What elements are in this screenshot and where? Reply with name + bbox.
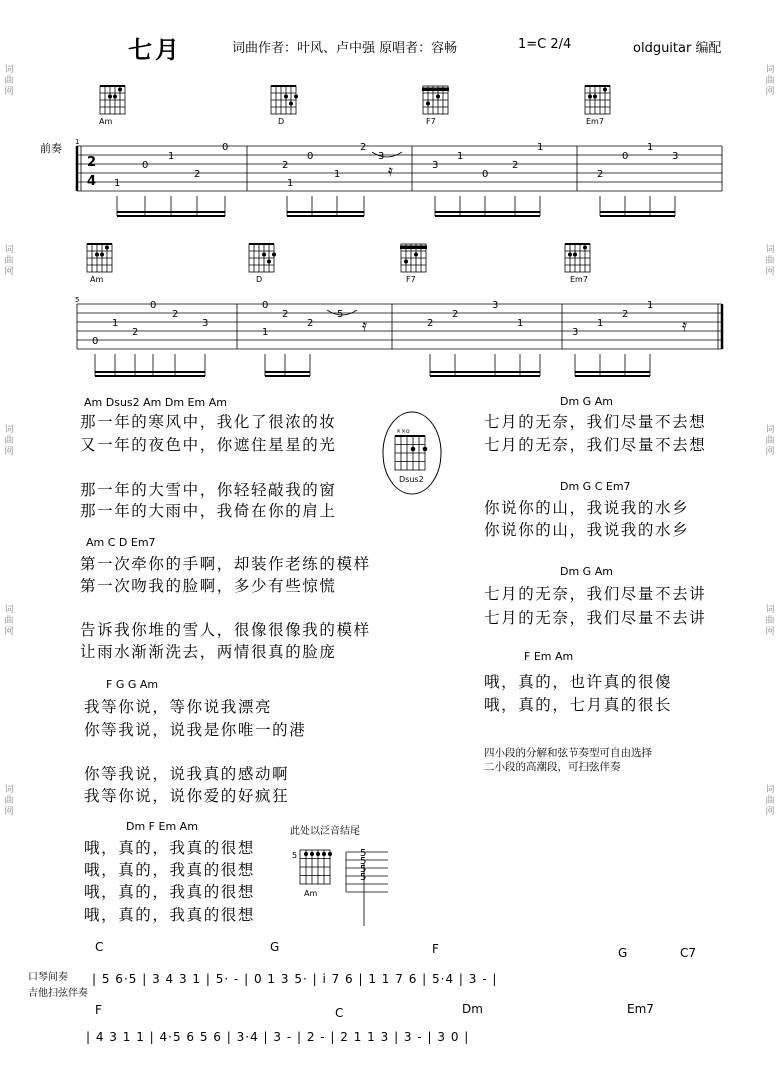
chord-line: F Em Am	[524, 650, 574, 663]
svg-text:2: 2	[307, 318, 314, 329]
chord-diagram-em7-1	[580, 78, 620, 128]
chord-name: D	[256, 275, 263, 284]
svg-text:××o: ××o	[396, 428, 410, 435]
outro-chord: Em7	[627, 1002, 654, 1016]
lyric-line: 哦，真的，我真的很想	[84, 839, 256, 857]
svg-text:3: 3	[432, 160, 439, 171]
watermark-left-4: 词曲网	[4, 605, 14, 637]
watermark-right-2: 词曲网	[765, 245, 775, 277]
svg-text:0: 0	[222, 142, 229, 153]
svg-text:0: 0	[150, 300, 157, 311]
lyric-line: 哦，真的，我真的很想	[84, 906, 256, 924]
lyric-line: 我等你说，说你爱的好疯狂	[84, 787, 290, 805]
tab-staff-1	[72, 138, 732, 220]
svg-text:2: 2	[87, 155, 97, 170]
svg-text:2: 2	[132, 327, 139, 338]
song-title: 七月	[128, 36, 182, 64]
lyric-line: 哦，真的，我真的很想	[84, 861, 256, 879]
lyric-line: 七月的无奈，我们尽量不去讲	[484, 585, 707, 603]
outro-label-harmonica: 口琴间奏	[28, 972, 68, 983]
ending-harmonic-diagram	[288, 840, 398, 930]
chord-name: F7	[426, 117, 436, 126]
watermark-left-2: 词曲网	[4, 245, 14, 277]
lyric-line: 你说你的山，我说我的水乡	[484, 521, 690, 539]
svg-text:𝄿: 𝄿	[682, 316, 687, 335]
lyric-line: 告诉我你堆的雪人，很像很像我的模样	[80, 621, 371, 639]
chord-diagram-d-2	[244, 236, 284, 286]
chord-line: Dm G Am	[560, 395, 613, 408]
watermark-right-4: 词曲网	[765, 605, 775, 637]
chord-line: Dm G Am	[560, 565, 613, 578]
lyric-line: 七月的无奈，我们尽量不去想	[484, 436, 707, 454]
watermark-right-1: 词曲网	[765, 65, 775, 97]
svg-text:2: 2	[622, 309, 629, 320]
chord-diagram-am-2	[82, 236, 122, 286]
svg-text:2: 2	[452, 309, 459, 320]
lyric-line: 七月的无奈，我们尽量不去讲	[484, 609, 707, 627]
lyric-line: 你说你的山，我说我的水乡	[484, 499, 690, 517]
svg-text:Dsus2: Dsus2	[399, 475, 424, 484]
svg-text:3: 3	[378, 151, 385, 162]
chord-line: Dm F Em Am	[126, 820, 198, 833]
outro-chord: C	[335, 1006, 344, 1020]
lyric-line: 让雨水渐渐洗去，两情很真的脸庞	[80, 643, 337, 661]
watermark-right-5: 词曲网	[765, 785, 775, 817]
svg-text:1: 1	[75, 138, 80, 146]
credits: 词曲作者：叶风、卢中强 原唱者：容畅	[232, 41, 458, 56]
chord-name: Em7	[570, 275, 588, 284]
note-line: 二小段的高潮段，可扫弦伴奏	[484, 761, 621, 773]
chord-name: F7	[406, 275, 416, 284]
chord-diagram-f7-2	[396, 236, 436, 286]
svg-text:3: 3	[492, 300, 499, 311]
lyric-line: 你等我说，说我真的感动啊	[84, 765, 290, 783]
outro-chord: Dm	[462, 1002, 483, 1016]
svg-text:2: 2	[194, 169, 201, 180]
intro-label: 前奏	[40, 142, 62, 155]
svg-text:1: 1	[287, 178, 294, 189]
chord-diagram-em7-2	[560, 236, 600, 286]
chord-name: D	[278, 117, 285, 126]
svg-text:5: 5	[360, 848, 367, 859]
svg-text:Am: Am	[304, 889, 318, 898]
lyric-line: 七月的无奈，我们尽量不去想	[484, 413, 707, 431]
svg-text:1: 1	[114, 178, 121, 189]
chord-line: F G G Am	[106, 678, 159, 691]
svg-text:5: 5	[75, 296, 80, 304]
lyric-line: 第一次牵你的手啊，却装作老练的模样	[80, 555, 371, 573]
svg-text:2: 2	[512, 160, 519, 171]
svg-text:2: 2	[360, 142, 367, 153]
chord-diagram-am-1	[95, 78, 135, 128]
lyric-line: 第一次吻我的脸啊，多少有些惊慌	[80, 577, 337, 595]
svg-text:5: 5	[360, 856, 367, 867]
svg-text:2: 2	[427, 318, 434, 329]
outro-notation-row2: | 4 3 1 1 | 4·5 6 5 6 | 3·4 | 3 - | 2 - | 2 1 1 3 | 3 - | 3 0 |	[86, 1030, 470, 1044]
chord-name: Am	[99, 117, 113, 126]
svg-text:0: 0	[142, 160, 149, 171]
chord-diagram-f7-1	[418, 78, 458, 128]
svg-text:1: 1	[647, 300, 654, 311]
watermark-left-5: 词曲网	[4, 785, 14, 817]
svg-text:1: 1	[112, 318, 119, 329]
svg-text:0: 0	[262, 300, 269, 311]
lyric-line: 哦，真的，也许真的很傻	[484, 673, 673, 691]
svg-text:3: 3	[572, 327, 579, 338]
tab-staff-2	[72, 296, 732, 382]
svg-text:5: 5	[292, 851, 298, 860]
ending-note: 此处以泛音结尾	[290, 826, 360, 837]
key-time: 1=C 2/4	[518, 37, 572, 52]
svg-text:0: 0	[482, 169, 489, 180]
note-line: 四小段的分解和弦节奏型可自由选择	[484, 747, 652, 759]
lyric-line: 那一年的大雨中，我倚在你的肩上	[80, 502, 337, 520]
svg-text:3: 3	[672, 151, 679, 162]
svg-text:3: 3	[202, 318, 209, 329]
chord-name: Em7	[586, 117, 604, 126]
chord-line: Dm G C Em7	[560, 480, 631, 493]
svg-text:0: 0	[92, 336, 99, 347]
outro-chord: C7	[680, 946, 697, 960]
lyric-line: 哦，真的，七月真的很长	[484, 696, 673, 714]
svg-text:0: 0	[622, 151, 629, 162]
outro-chord: F	[95, 1003, 102, 1017]
svg-text:2: 2	[282, 309, 289, 320]
svg-text:2: 2	[172, 309, 179, 320]
svg-text:1: 1	[517, 318, 524, 329]
lyric-line: 我等你说，等你说我漂亮	[84, 698, 273, 716]
svg-text:1: 1	[647, 142, 654, 153]
outro-chord: C	[95, 940, 104, 954]
watermark-left-1: 词曲网	[4, 65, 14, 97]
lyric-line: 那一年的大雪中，你轻轻敲我的窗	[80, 481, 337, 499]
lyric-line: 又一年的夜色中，你遮住星星的光	[80, 436, 337, 454]
lyric-line: 那一年的寒风中，我化了很浓的妆	[80, 413, 337, 431]
lyric-line: 你等我说，说我是你唯一的港	[84, 721, 307, 739]
outro-chord: G	[618, 946, 628, 960]
watermark-right-3: 词曲网	[765, 425, 775, 457]
svg-text:5: 5	[360, 872, 367, 883]
chord-line: Am Dsus2 Am Dm Em Am	[84, 396, 227, 409]
svg-text:1: 1	[597, 318, 604, 329]
lyric-line: 哦，真的，我真的很想	[84, 883, 256, 901]
svg-text:2: 2	[597, 169, 604, 180]
outro-label-guitar: 吉他扫弦伴奏	[28, 988, 88, 999]
svg-text:5: 5	[337, 309, 344, 320]
outro-notation-row1: | 5 6·5 | 3 4 3 1 | 5· - | 0 1 3 5· | i 7 6 | 1 1 7 6 | 5·4 | 3 - |	[92, 972, 498, 986]
arranger: oldguitar 编配	[633, 41, 722, 56]
svg-text:0: 0	[307, 151, 314, 162]
chord-line: Am C D Em7	[86, 536, 156, 549]
svg-text:1: 1	[168, 151, 175, 162]
svg-text:5: 5	[360, 864, 367, 875]
svg-text:2: 2	[282, 160, 289, 171]
svg-text:1: 1	[457, 151, 464, 162]
chord-diagram-dsus2	[381, 410, 443, 496]
chord-diagram-d-1	[266, 78, 306, 128]
svg-text:𝄿: 𝄿	[388, 161, 393, 180]
svg-text:1: 1	[262, 327, 269, 338]
svg-text:1: 1	[537, 142, 544, 153]
svg-text:𝄿: 𝄿	[362, 316, 367, 335]
svg-text:1: 1	[334, 169, 341, 180]
watermark-left-3: 词曲网	[4, 425, 14, 457]
chord-name: Am	[90, 275, 104, 284]
svg-text:4: 4	[87, 174, 97, 189]
outro-chord: G	[270, 940, 280, 954]
outro-chord: F	[432, 942, 439, 956]
